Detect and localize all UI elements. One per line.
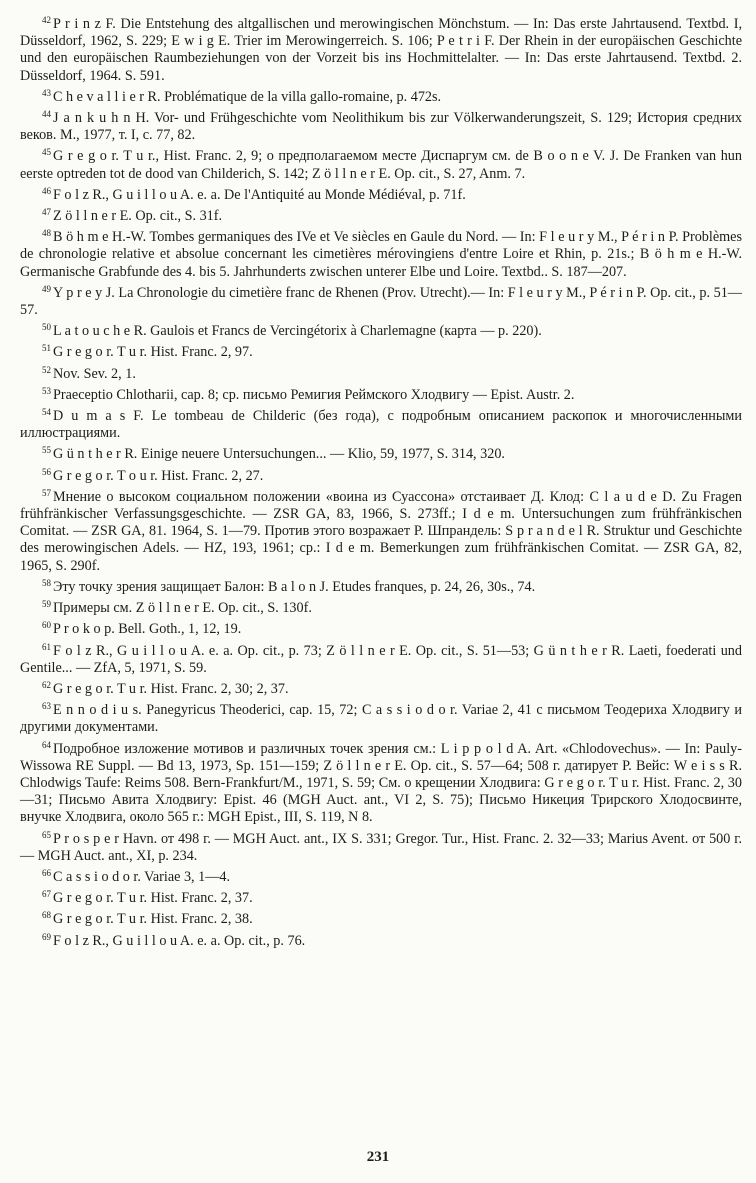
footnote-text: G r e g o r. T u r. Hist. Franc. 2, 37. — [53, 890, 253, 907]
footnote — [20, 907, 742, 928]
footnote — [20, 144, 742, 182]
footnote-text: L a t o u c h e R. Gaulois et Francs de Vercingétorix à Charlemagne (карта — р. 220). — [53, 323, 542, 340]
footnote — [20, 281, 742, 319]
footnote-number: 66 — [42, 867, 51, 878]
footnote — [20, 827, 742, 865]
footnote-number: 44 — [42, 109, 51, 120]
footnote-number: 42 — [42, 15, 51, 25]
footnote-number: 43 — [42, 87, 51, 98]
footnote-text: E n n o d i u s. Panegyricus Theoderici, cap. 15, 72; C a s s i o d o r. Variae 2, 41 с письмом Теодериха Хлодвигу и другими документами. — [20, 702, 742, 736]
footnote-text: F o l z R., G u i l l o u A. e. a. Op. cit., p. 73; Z ö l l n e r E. Op. cit., S. 51—53; G ü n t h e r R. Laeti, foederati und Gentile... — ZfA, 5, 1971, S. 59. — [20, 642, 742, 676]
footnote — [20, 319, 742, 340]
footnotes — [20, 12, 742, 950]
footnote — [20, 340, 742, 361]
footnote — [20, 362, 742, 383]
footnote-number: 59 — [42, 599, 51, 610]
footnote-number: 51 — [42, 343, 51, 354]
footnote-number: 58 — [42, 577, 51, 588]
footnote-number: 60 — [42, 620, 51, 631]
footnote — [20, 12, 742, 85]
footnote — [20, 404, 742, 442]
footnote — [20, 865, 742, 886]
footnote — [20, 596, 742, 617]
footnote-number: 45 — [42, 147, 51, 158]
footnote — [20, 886, 742, 907]
footnote-text: Z ö l l n e r E. Op. cit., S. 31f. — [53, 208, 223, 225]
footnote — [20, 183, 742, 204]
footnote-number: 64 — [42, 739, 51, 750]
footnote-text: F o l z R., G u i l l o u A. e. a. Op. cit., p. 76. — [53, 932, 306, 949]
page-number: 231 — [366, 1149, 390, 1165]
footnote-number: 54 — [42, 407, 51, 418]
footnote — [20, 464, 742, 485]
footnote-text: J a n k u h n H. Vor- und Frühgeschichte vom Neolithikum bis zur Völkerwanderungszeit, S. 129; История средних веков. М., 1977, т. I, с. 77, 82. — [20, 110, 742, 144]
footnote-number: 48 — [42, 228, 51, 239]
footnote-number: 50 — [42, 322, 51, 333]
footnote-text: D u m a s F. Le tombeau de Childeric (без года), с подробным описанием раскопок и многочисленными иллюстрациями. — [20, 408, 742, 442]
footnote — [20, 929, 742, 950]
footnote-number: 67 — [42, 889, 51, 900]
footnote-number: 56 — [42, 466, 51, 477]
footnote-text: Y p r e y J. La Chronologie du cimetière franc de Rhenen (Prov. Utrecht).— In: F l e u r y M., P é r i n P. Op. cit., p. 51—57. — [20, 284, 742, 319]
footnote — [20, 85, 742, 106]
footnote-number: 53 — [42, 385, 51, 396]
footnote-number: 61 — [42, 641, 51, 652]
footnote-number: 57 — [42, 487, 51, 498]
footnote — [20, 677, 742, 698]
footnote-text: Nov. Sev. 2, 1. — [53, 365, 136, 382]
footnote-text: C h e v a l l i e r R. Problématique de la villa gallo-romaine, p. 472s. — [53, 88, 442, 105]
footnote-text: P r o s p e r Havn. от 498 г. — MGH Auct. ant., IX S. 331; Gregor. Tur., Hist. Franc. 2. 32—33; Marius Avent. от 500 г. — MGH Auct. ant., XI, p. 234. — [20, 830, 742, 864]
footnote-text: G r e g o r. T u r. Hist. Franc. 2, 30; 2, 37. — [53, 680, 289, 697]
footnote — [20, 698, 742, 736]
footnote-text: P r i n z F. Die Entstehung des altgallischen und merowingischen Mönchstum. — In: Das erste Jahrtausend. Textbd. I, Düsseldorf, 1962, S. 229; E w i g E. Trier im Merowingerreich. S. 106; P e t r i F. Der Rhein in der europäischen Geschichte und den europäischen Raumbeziehungen von der Vorzeit bis ins Hochmittelalter. — In: Das erste Jahrtausend. Textbd. 2. Düsseldorf, 1964. S. 591. — [20, 16, 742, 84]
footnote-text: F o l z R., G u i l l o u A. e. a. De l'Antiquité au Monde Médiéval, p. 71f. — [53, 186, 466, 203]
footnote-text: P r o k o p. Bell. Goth., 1, 12, 19. — [53, 621, 242, 638]
footnote-number: 47 — [42, 207, 51, 218]
footnote-number: 52 — [42, 364, 51, 375]
footnote-text: G r e g o r. T u r. Hist. Franc. 2, 97. — [53, 344, 253, 361]
footnote-text: Подробное изложение мотивов и различных точек зрения см.: L i p p o l d A. Art. «Chlodovechus». — In: Pauly-Wissowa RE Suppl. — Bd 13, 1973, Sp. 151—159; Z ö l l n e r E. Op. cit., S. 57—64; 508 г. датирует Р. Вейс: W e i s s R. Chlodwigs Taufe: Reims 508. Bern-Frankfurt/M., 1971, S. 59; См. о крещении Хлодвига: G r e g o r. T u r. Hist. Franc. 2, 30—31; Письмо Авита Хлодвигу: Epist. 46 (MGH Auct. ant., VI 2, S. 75); Письмо Никеция Трирского Хлодосвинте, внучке Хлодвига, около 565 г.: MGH Epist., III, S. 119, N 8. — [20, 740, 742, 826]
footnote — [20, 383, 742, 404]
footnote-number: 69 — [42, 931, 51, 942]
footnote-text: G ü n t h e r R. Einige neuere Untersuchungen... — Klio, 59, 1977, S. 314, 320. — [53, 446, 505, 463]
footnote-number: 55 — [42, 445, 51, 456]
footnote-text: Примеры см. Z ö l l n e r E. Op. cit., S. 130f. — [53, 600, 312, 617]
footnote-text: G r e g o r. T u r., Hist. Franc. 2, 9; о предполагаемом месте Диспаргум см. de B o o n e V. J. De Franken van hun eerste optreden tot de dood van Childerich, S. 142; Z ö l l n e r E. Op. cit., S. 27, Anm. 7. — [20, 148, 742, 182]
footnote-text: Эту точку зрения защищает Балон: B a l o n J. Etudes franques, p. 24, 26, 30s., 74. — [53, 578, 536, 595]
footnote-number: 68 — [42, 910, 51, 921]
footnote-text: G r e g o r. T u r. Hist. Franc. 2, 38. — [53, 911, 253, 928]
footnote — [20, 442, 742, 463]
footnote-number: 49 — [42, 283, 51, 294]
footnote-text: C a s s i o d o r. Variae 3, 1—4. — [53, 868, 231, 885]
footnote — [20, 485, 742, 575]
footnote — [20, 737, 742, 827]
footnote-number: 62 — [42, 679, 51, 690]
footnote — [20, 106, 742, 144]
footnote-text: B ö h m e H.-W. Tombes germaniques des IVe et Ve siècles en Gaule du Nord. — In: F l e u r y M., P é r i n P. Problèmes de chronologie relative et absolue concernant les cimetières mérovingiens d'entre Loire et Rhin, p. 21s.; B ö h m e H.-W. Germanische Grabfunde des 4. bis 5. Jahrhunderts zwischen unterer Elbe und Loire. Textbd.. S. 187—207. — [20, 229, 742, 280]
footnote-text: G r e g o r. T o u r. Hist. Franc. 2, 27. — [53, 467, 264, 484]
footnote-number: 65 — [42, 829, 51, 840]
footnote-text: Praeceptio Chlotharii, cap. 8; ср. письмо Ремигия Реймского Хлодвигу — Epist. Austr. 2. — [53, 386, 575, 403]
footnote — [20, 575, 742, 596]
footnote-number: 63 — [42, 701, 51, 712]
footnote-text: Мнение о высоком социальном положении «воина из Суассона» отстаивает Д. Клод: C l a u d e D. Zu Fragen frühfränkischer Verfassungsgeschichte. — ZSR GA, 83, 1966, S. 273ff.; I d e m. Untersuchungen zum frühfränkischen Comitat. — ZSR GA, 81. 1964, S. 1—79. Против этого возражает Р. Шпрандель: S p r a n d e l R. Struktur und Geschichte des merowingischen Adels. — HZ, 193, 1961; ср.: I d e m. Bemerkungen zum frühfränkischen Comitat. — ZSR GA, 82, 1965, S. 290f. — [20, 488, 742, 574]
footnote — [20, 639, 742, 677]
footnote — [20, 617, 742, 638]
footnote — [20, 204, 742, 225]
footnote-number: 46 — [42, 185, 51, 196]
footnote — [20, 225, 742, 281]
